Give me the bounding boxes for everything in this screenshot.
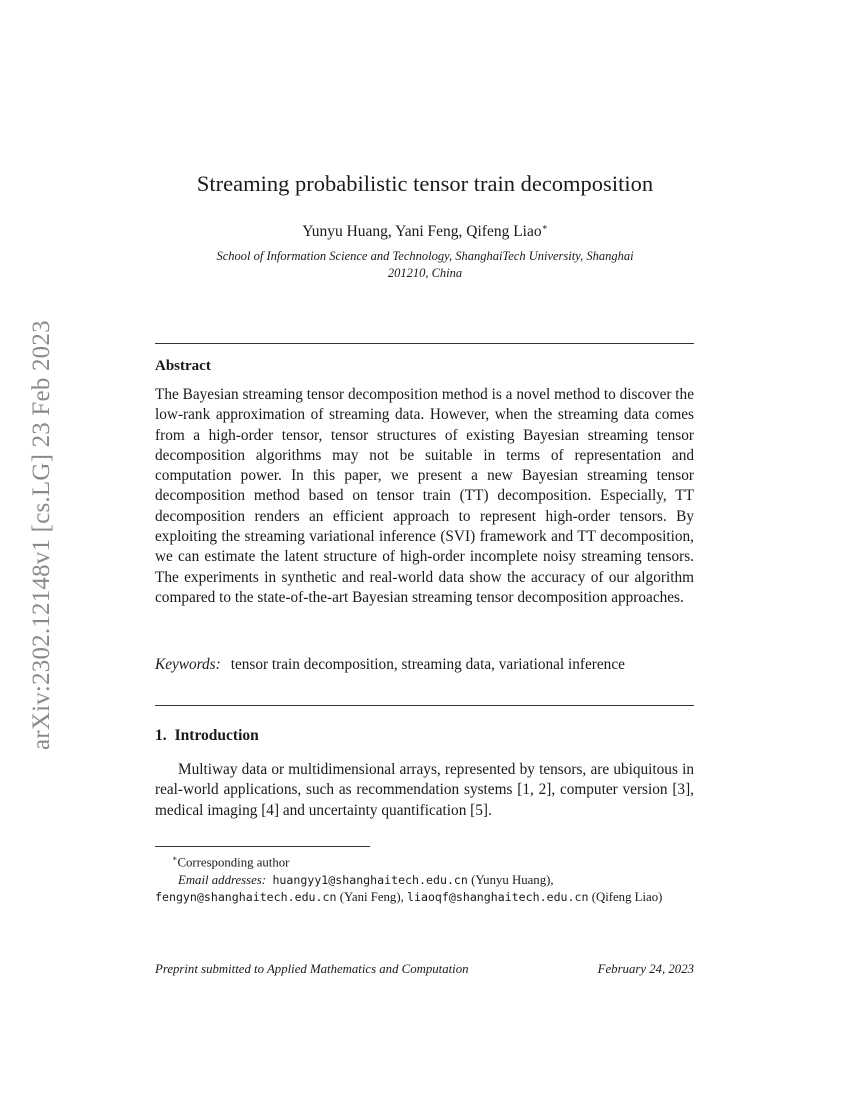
email-owner-feng: (Yani Feng), [339, 890, 404, 905]
corresponding-author-footnote [155, 850, 694, 872]
author-affiliation [155, 248, 695, 282]
section-title: Introduction [174, 727, 259, 744]
footnotes [155, 850, 694, 907]
abstract-top-rule [155, 343, 694, 344]
keywords-label: Keywords: [155, 656, 221, 673]
abstract-heading: Abstract [155, 358, 211, 374]
footnote-rule [155, 846, 370, 847]
section-number: 1. [155, 727, 167, 744]
email-link-feng[interactable]: fengyn@shanghaitech.edu.cn [155, 890, 337, 905]
preprint-date: February 24, 2023 [597, 962, 694, 976]
email-addresses-label: Email addresses: [178, 872, 267, 887]
abstract-text: The Bayesian streaming tensor decomposition method is a novel method to discover the low-rank approximation of streaming data. However, when the streaming data comes from a high-order tensor, tensor structures of existing Bayesian streaming tensor decomposition algorithms may not be suitable in terms of representation and computation power. In this paper, we present a new Bayesian streaming tensor decomposition method based on tensor train (TT) decomposition. Especially, TT decomposition renders an efficient approach to represent high-order tensors. By exploiting the streaming variational inference (SVI) framework and TT decomposition, we can estimate the latent structure of high-order incomplete noisy streaming tensors. The experiments in synthetic and real-world data show the accuracy of our algorithm compared to the state-of-the-art Bayesian streaming tensor decomposition approaches. [155, 386, 694, 606]
email-owner-huang: (Yunyu Huang), [471, 872, 554, 887]
corresponding-author-text: Corresponding author [177, 855, 290, 870]
preprint-journal-note: Preprint submitted to Applied Mathematics and Computation [155, 962, 469, 976]
author-names: Yunyu Huang, Yani Feng, Qifeng Liao [302, 223, 542, 241]
paper-title: Streaming probabilistic tensor train decomposition [196, 171, 654, 196]
introduction-paragraph: Multiway data or multidimensional arrays, represented by tensors, are ubiquitous in real-world applications, such as recommendation systems [1, 2], computer version [3], medical imaging [4] and uncertainty quantification [5]. [155, 761, 694, 819]
keywords [155, 655, 655, 675]
keywords-list: tensor train decomposition, streaming data, variational inference [230, 656, 625, 673]
affiliation-line-2: 201210, China [387, 266, 463, 280]
email-owner-liao: (Qifeng Liao) [591, 890, 663, 905]
abstract-bottom-rule [155, 705, 694, 706]
footnote-mark: ∗ [172, 854, 178, 863]
affiliation-line-1: School of Information Science and Technology, ShanghaiTech University, Shanghai [216, 249, 634, 263]
author-list [0, 222, 850, 241]
email-addresses-footnote [155, 872, 694, 907]
email-link-huang[interactable]: huangyy1@shanghaitech.edu.cn [272, 872, 468, 887]
corresponding-author-mark: ∗ [541, 222, 548, 232]
section-heading-introduction [155, 727, 259, 745]
preprint-footer [155, 962, 694, 977]
email-link-liao[interactable]: liaoqf@shanghaitech.edu.cn [407, 890, 589, 905]
arxiv-identifier-stamp: arXiv:2302.12148v1 [cs.LG] 23 Feb 2023 [28, 320, 55, 750]
